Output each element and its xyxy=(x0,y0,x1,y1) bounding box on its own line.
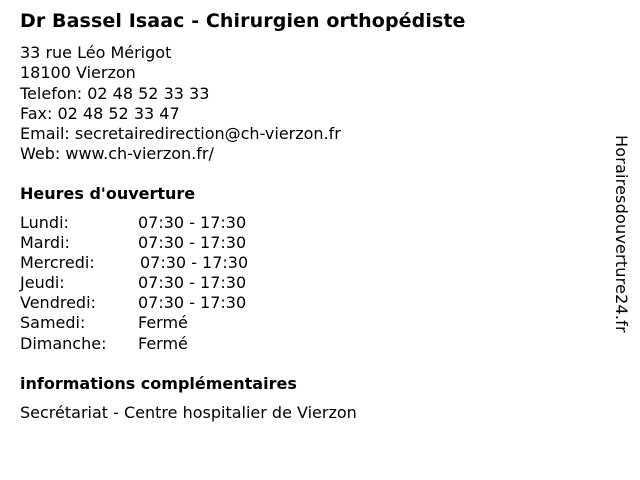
opening-hours-table xyxy=(20,213,320,354)
hours-day: Samedi: xyxy=(20,313,86,333)
hours-day: Dimanche: xyxy=(20,333,107,353)
hours-day: Mardi: xyxy=(20,233,70,253)
hours-row xyxy=(20,233,320,253)
hours-time: Fermé xyxy=(138,313,188,333)
page-title: Dr Bassel Isaac - Chirurgien orthopédiste xyxy=(20,10,466,32)
hours-day: Mercredi: xyxy=(20,253,95,273)
hours-row xyxy=(20,313,320,333)
address-street: 33 rue Léo Mérigot xyxy=(20,43,172,62)
hours-row xyxy=(20,293,320,313)
hours-time: 07:30 - 17:30 xyxy=(140,253,249,273)
opening-hours-heading: Heures d'ouverture xyxy=(20,184,196,203)
hours-time: 07:30 - 17:30 xyxy=(138,233,247,253)
hours-time: 07:30 - 17:30 xyxy=(138,213,247,232)
additional-info-heading: informations complémentaires xyxy=(20,374,297,393)
hours-time: 07:30 - 17:30 xyxy=(138,293,247,313)
fax-line: Fax: 02 48 52 33 47 xyxy=(20,103,180,123)
hours-day: Jeudi: xyxy=(20,273,65,293)
contact-block xyxy=(20,43,341,165)
hours-row xyxy=(20,213,320,233)
address-city: 18100 Vierzon xyxy=(20,63,136,83)
hours-day: Lundi: xyxy=(20,213,69,232)
website-line: Web: www.ch-vierzon.fr/ xyxy=(20,144,214,164)
additional-info-text: Secrétariat - Centre hospitalier de Vierzon xyxy=(20,403,357,422)
email-line: Email: secretairedirection@ch-vierzon.fr xyxy=(20,124,341,144)
hours-day: Vendredi: xyxy=(20,293,96,313)
hours-row xyxy=(20,253,320,273)
hours-row xyxy=(20,273,320,293)
hours-time: Fermé xyxy=(138,333,188,353)
hours-time: 07:30 - 17:30 xyxy=(138,273,247,293)
site-watermark: Horairesdouverture24.fr xyxy=(612,135,631,333)
phone-line: Telefon: 02 48 52 33 33 xyxy=(20,83,210,103)
hours-row xyxy=(20,334,320,354)
